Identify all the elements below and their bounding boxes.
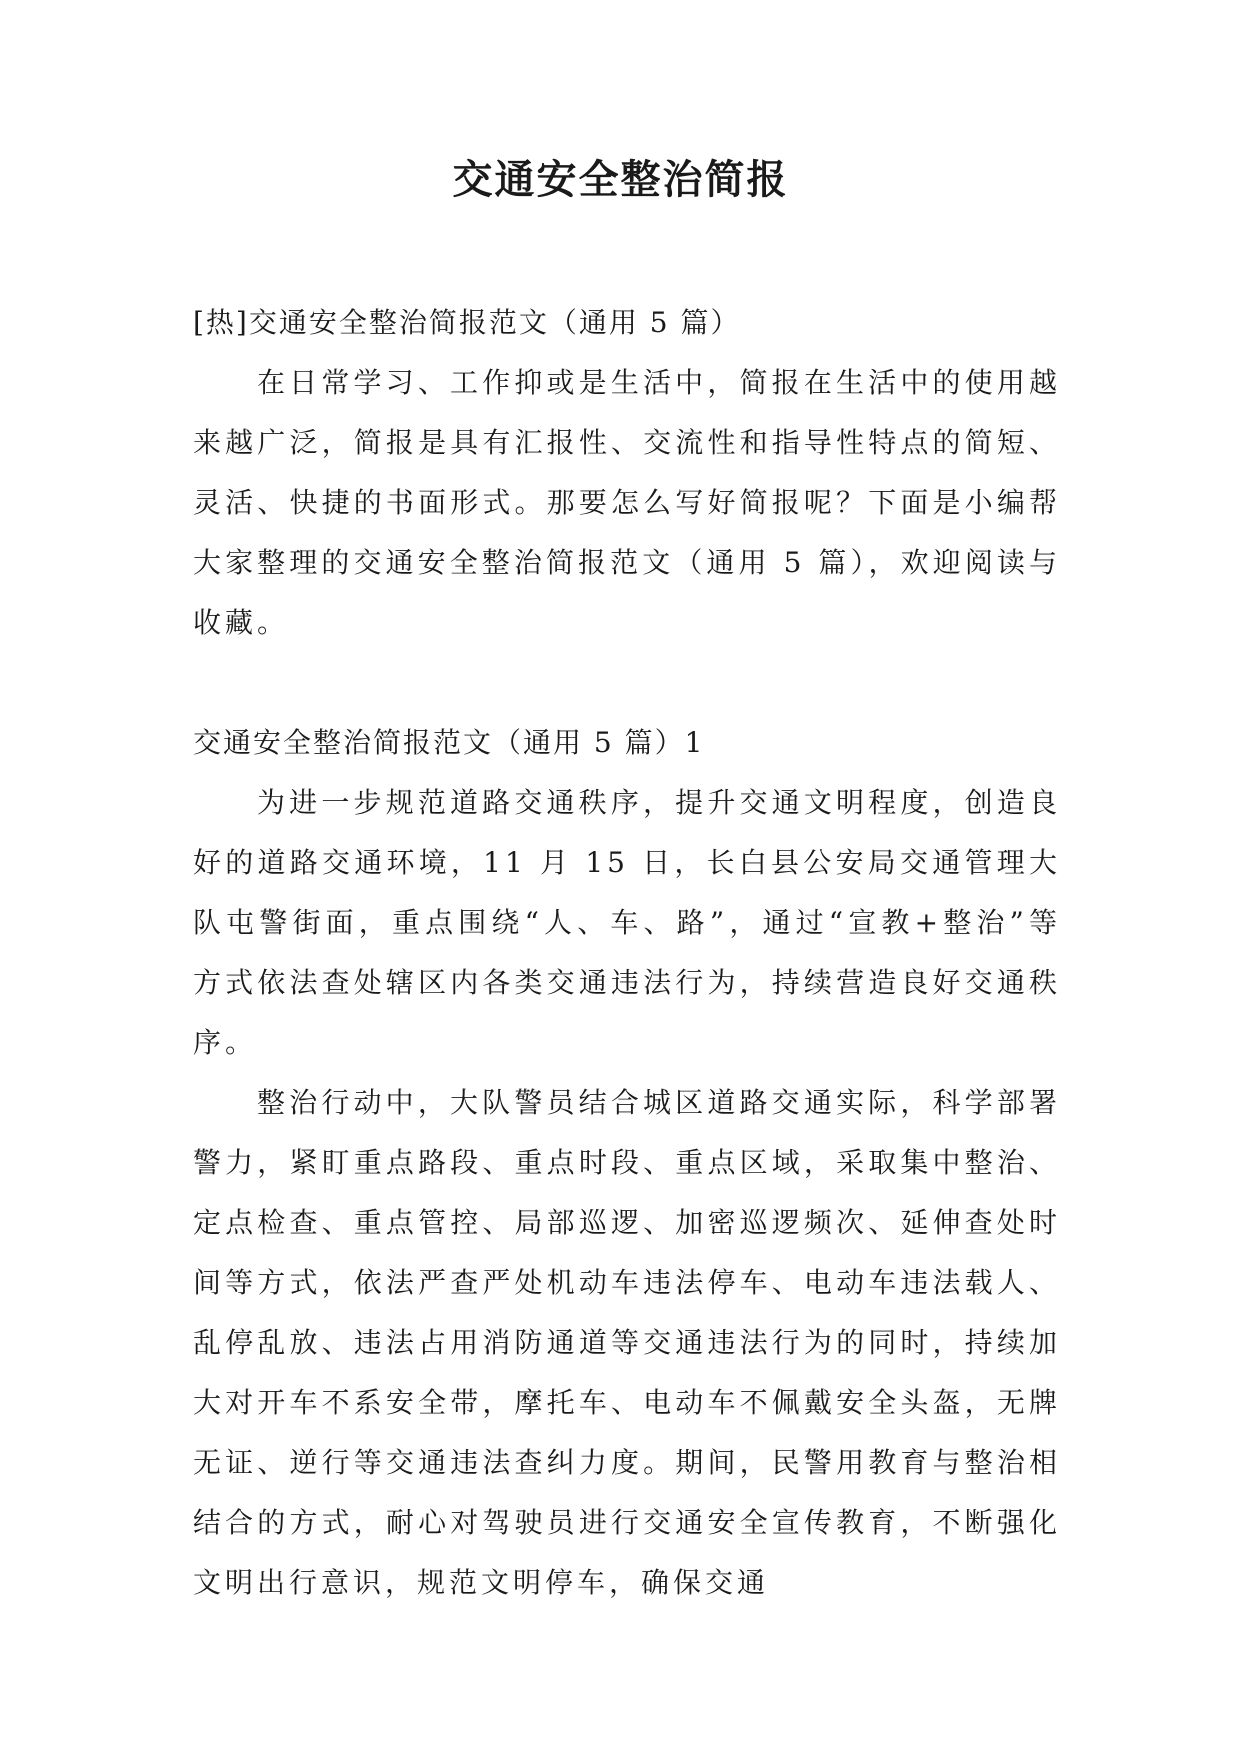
section-heading: 交通安全整治简报范文（通用 5 篇）1 xyxy=(193,726,705,759)
body-paragraph: 整治行动中，大队警员结合城区道路交通实际，科学部署警力，紧盯重点路段、重点时段、重点区域，采取集中整治、定点检查、重点管控、局部巡逻、加密巡逻频次、延伸查处时间等方式，依法严查严处机动车违法停车、电动车违法载人、乱停乱放、违法占用消防通道等交通违法行为的同时，持续加大对开车不系安全带，摩托车、电动车不佩戴安全头盔，无牌无证、逆行等交通违法查纠力度。期间，民警用教育与整治相结合的方式，耐心对驾驶员进行交通安全宣传教育，不断强化文明出行意识，规范文明停车，确保交通 xyxy=(193,1086,1061,1599)
intro-paragraph: 在日常学习、工作抑或是生活中，简报在生活中的使用越来越广泛，简报是具有汇报性、交流性和指导性特点的简短、灵活、快捷的书面形式。那要怎么写好简报呢？下面是小编帮大家整理的交通安全整治简报范文（通用 5 篇），欢迎阅读与收藏。 xyxy=(193,366,1061,639)
document-subtitle: [热]交通安全整治简报范文（通用 5 篇） xyxy=(193,306,741,339)
body-paragraph: 为进一步规范道路交通秩序，提升交通文明程度，创造良好的道路交通环境，11 月 15 日，长白县公安局交通管理大队屯警街面，重点围绕“人、车、路”，通过“宣教+整治”等方式依法查处辖区内各类交通违法行为，持续营造良好交通秩序。 xyxy=(193,786,1061,1059)
section-spacer xyxy=(193,653,1061,713)
document-title: 交通安全整治简报 xyxy=(452,156,789,203)
document-body xyxy=(193,293,1061,1613)
